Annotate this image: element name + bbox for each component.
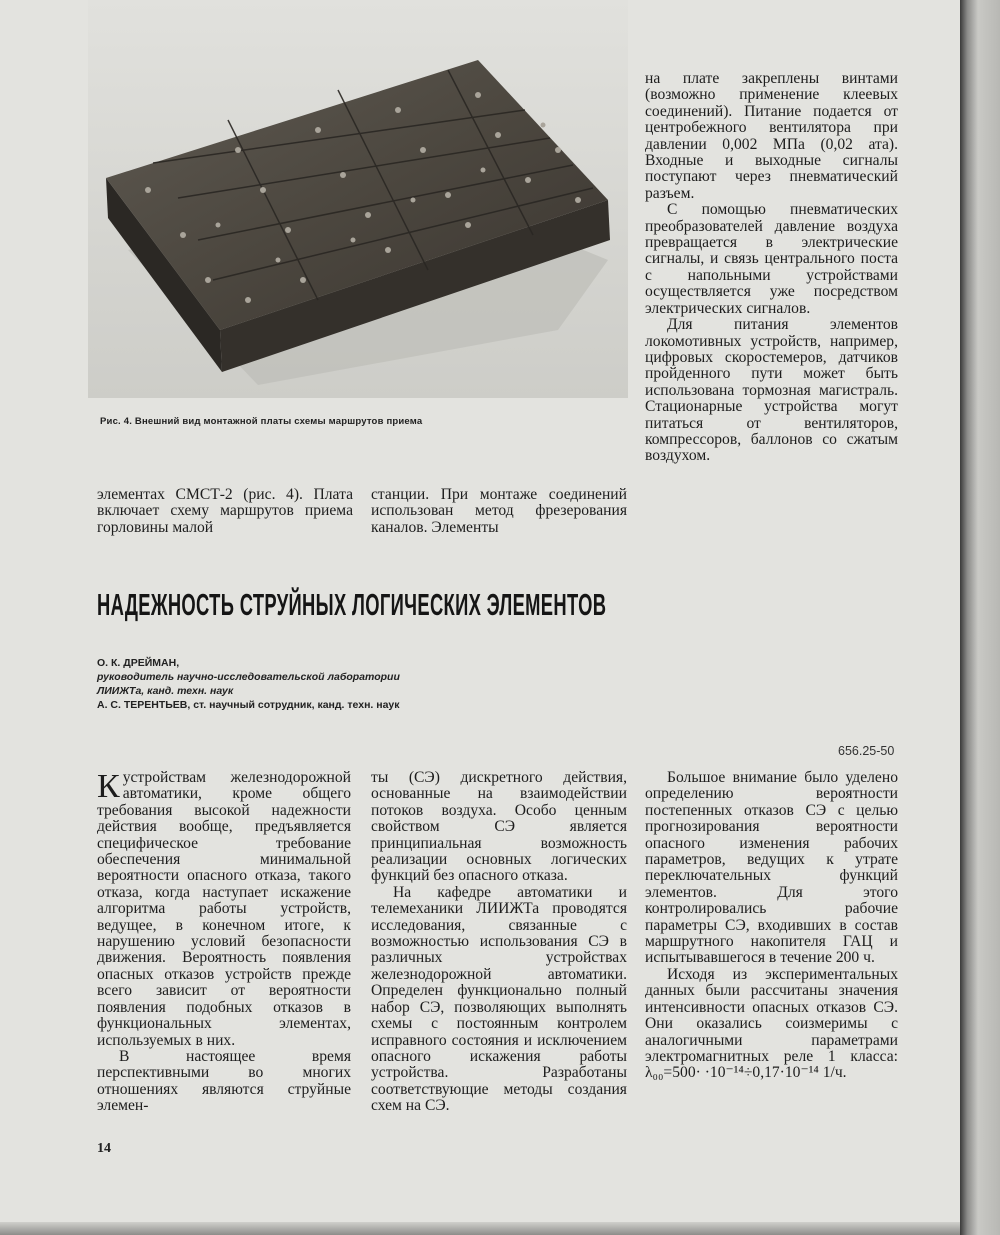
top-right-paragraph-3: Для питания элементов локомотивных устройств, например, цифровых скоростемеров, датчиков пройденного пути может быть использована тормозная магистраль. Стационарные устройства могут питаться от вентиляторов, компрессоров, баллонов со сжатым воздухом.	[645, 316, 898, 465]
book-spine	[960, 0, 1000, 1235]
article-col3-paragraph-1: Большое внимание было уделено определению вероятности постепенных отказов СЭ с целью прогнозирования вероятности опасного изменения рабочих параметров, ведущих к утрате переключательных функций элементов. Для этого контролировались рабочие параметры СЭ, входивших в состав маршрутного накопителя ГАЦ и испытывавшегося в течение 200 ч.	[645, 769, 898, 967]
top-right-paragraph-2: С помощью пневматических преобразователей давление воздуха превращается в электрические сигналы, и связь центрального поста с напольными устройствами осуществляется уже посредством электрических сигналов.	[645, 201, 898, 317]
top-middle-paragraph: станции. При монтаже соединений использован метод фрезерования каналов. Элементы	[371, 486, 627, 536]
article-col1-paragraph-2: В настоящее время перспективными во многих отношениях являются струйные элемен-	[97, 1047, 351, 1115]
top-right-column	[645, 71, 898, 465]
top-right-paragraph-1: на плате закреплены винтами (возможно применение клеевых соединений). Питание подается от центробежного вентилятора при давлении 0,002 МПа (0,02 ата). Входные и выходные сигналы поступают через пневматический разъем.	[645, 70, 898, 202]
author-1-name: О. К. ДРЕЙМАН,	[97, 657, 180, 669]
article-title: НАДЕЖНОСТЬ СТРУЙНЫХ ЛОГИЧЕСКИХ ЭЛЕМЕНТОВ	[97, 588, 607, 622]
author-1-role-line-1: руководитель научно-исследовательской лаборатории	[97, 671, 400, 683]
top-middle-column	[371, 487, 627, 536]
article-col3-paragraph-2: Исходя из экспериментальных данных были рассчитаны значения интенсивности опасных отказов СЭ. Они оказались соизмеримы с аналогичными параметрами электромагнитных реле 1 класса: λ₀₀=500· ·10⁻¹⁴÷0,17·10⁻¹⁴ 1/ч.	[645, 965, 898, 1082]
figure-caption: Рис. 4. Внешний вид монтажной платы схемы маршрутов приема	[100, 416, 423, 427]
article-column-2	[371, 770, 627, 1115]
circuit-board-illustration	[88, 0, 628, 398]
author-2: А. С. ТЕРЕНТЬЕВ, ст. научный сотрудник, канд. техн. наук	[97, 699, 400, 711]
top-left-column	[97, 487, 353, 536]
article-col1-paragraph-1-text: устройствам железнодорожной автоматики, кроме общего требования высокой надежности действия вообще, предъявляется специфическое требование обеспечения минимальной вероятности опасного отказа, такого отказа, когда наступает искажение алгоритма работы устройств, ведущее, в конечном итоге, к нарушению условий безопасности движения. Вероятность появления опасных отказов устройств прежде всего зависит от вероятности появления подобных отказов в функциональных элементах, используемых в них.	[97, 769, 351, 1049]
article-column-3	[645, 770, 898, 1082]
article-col2-paragraph-2: На кафедре автоматики и телемеханики ЛИИЖТа проводятся исследования, связанные с возможностью использования СЭ в различных устройствах железнодорожной автоматики. Определен функционально полный набор СЭ, позволяющих выполнять схемы с постоянным контролем исправного состояния и исключением опасного искажения работы устройства. Разработаны соответствующие методы создания схем на СЭ.	[371, 883, 627, 1115]
circuit-board-photo	[88, 0, 628, 398]
top-left-paragraph: элементах СМСТ-2 (рис. 4). Плата включает схему маршрутов приема горловины малой	[97, 486, 353, 536]
article-authors	[97, 656, 617, 712]
page-number: 14	[97, 1141, 111, 1156]
drop-cap: К	[97, 768, 120, 805]
article-col1-paragraph-1	[97, 770, 351, 1049]
article-col2-paragraph-1: ты (СЭ) дискретного действия, основанные на взаимодействии потоков воздуха. Особо ценным свойством СЭ является принципиальная возможность реализации основных логических функций без опасного отказа.	[371, 769, 627, 885]
article-column-1	[97, 770, 351, 1115]
page-bottom-edge	[0, 1222, 960, 1235]
author-1-role-line-2: ЛИИЖТа, канд. техн. наук	[97, 685, 234, 697]
udc-code: 656.25-50	[838, 744, 895, 758]
